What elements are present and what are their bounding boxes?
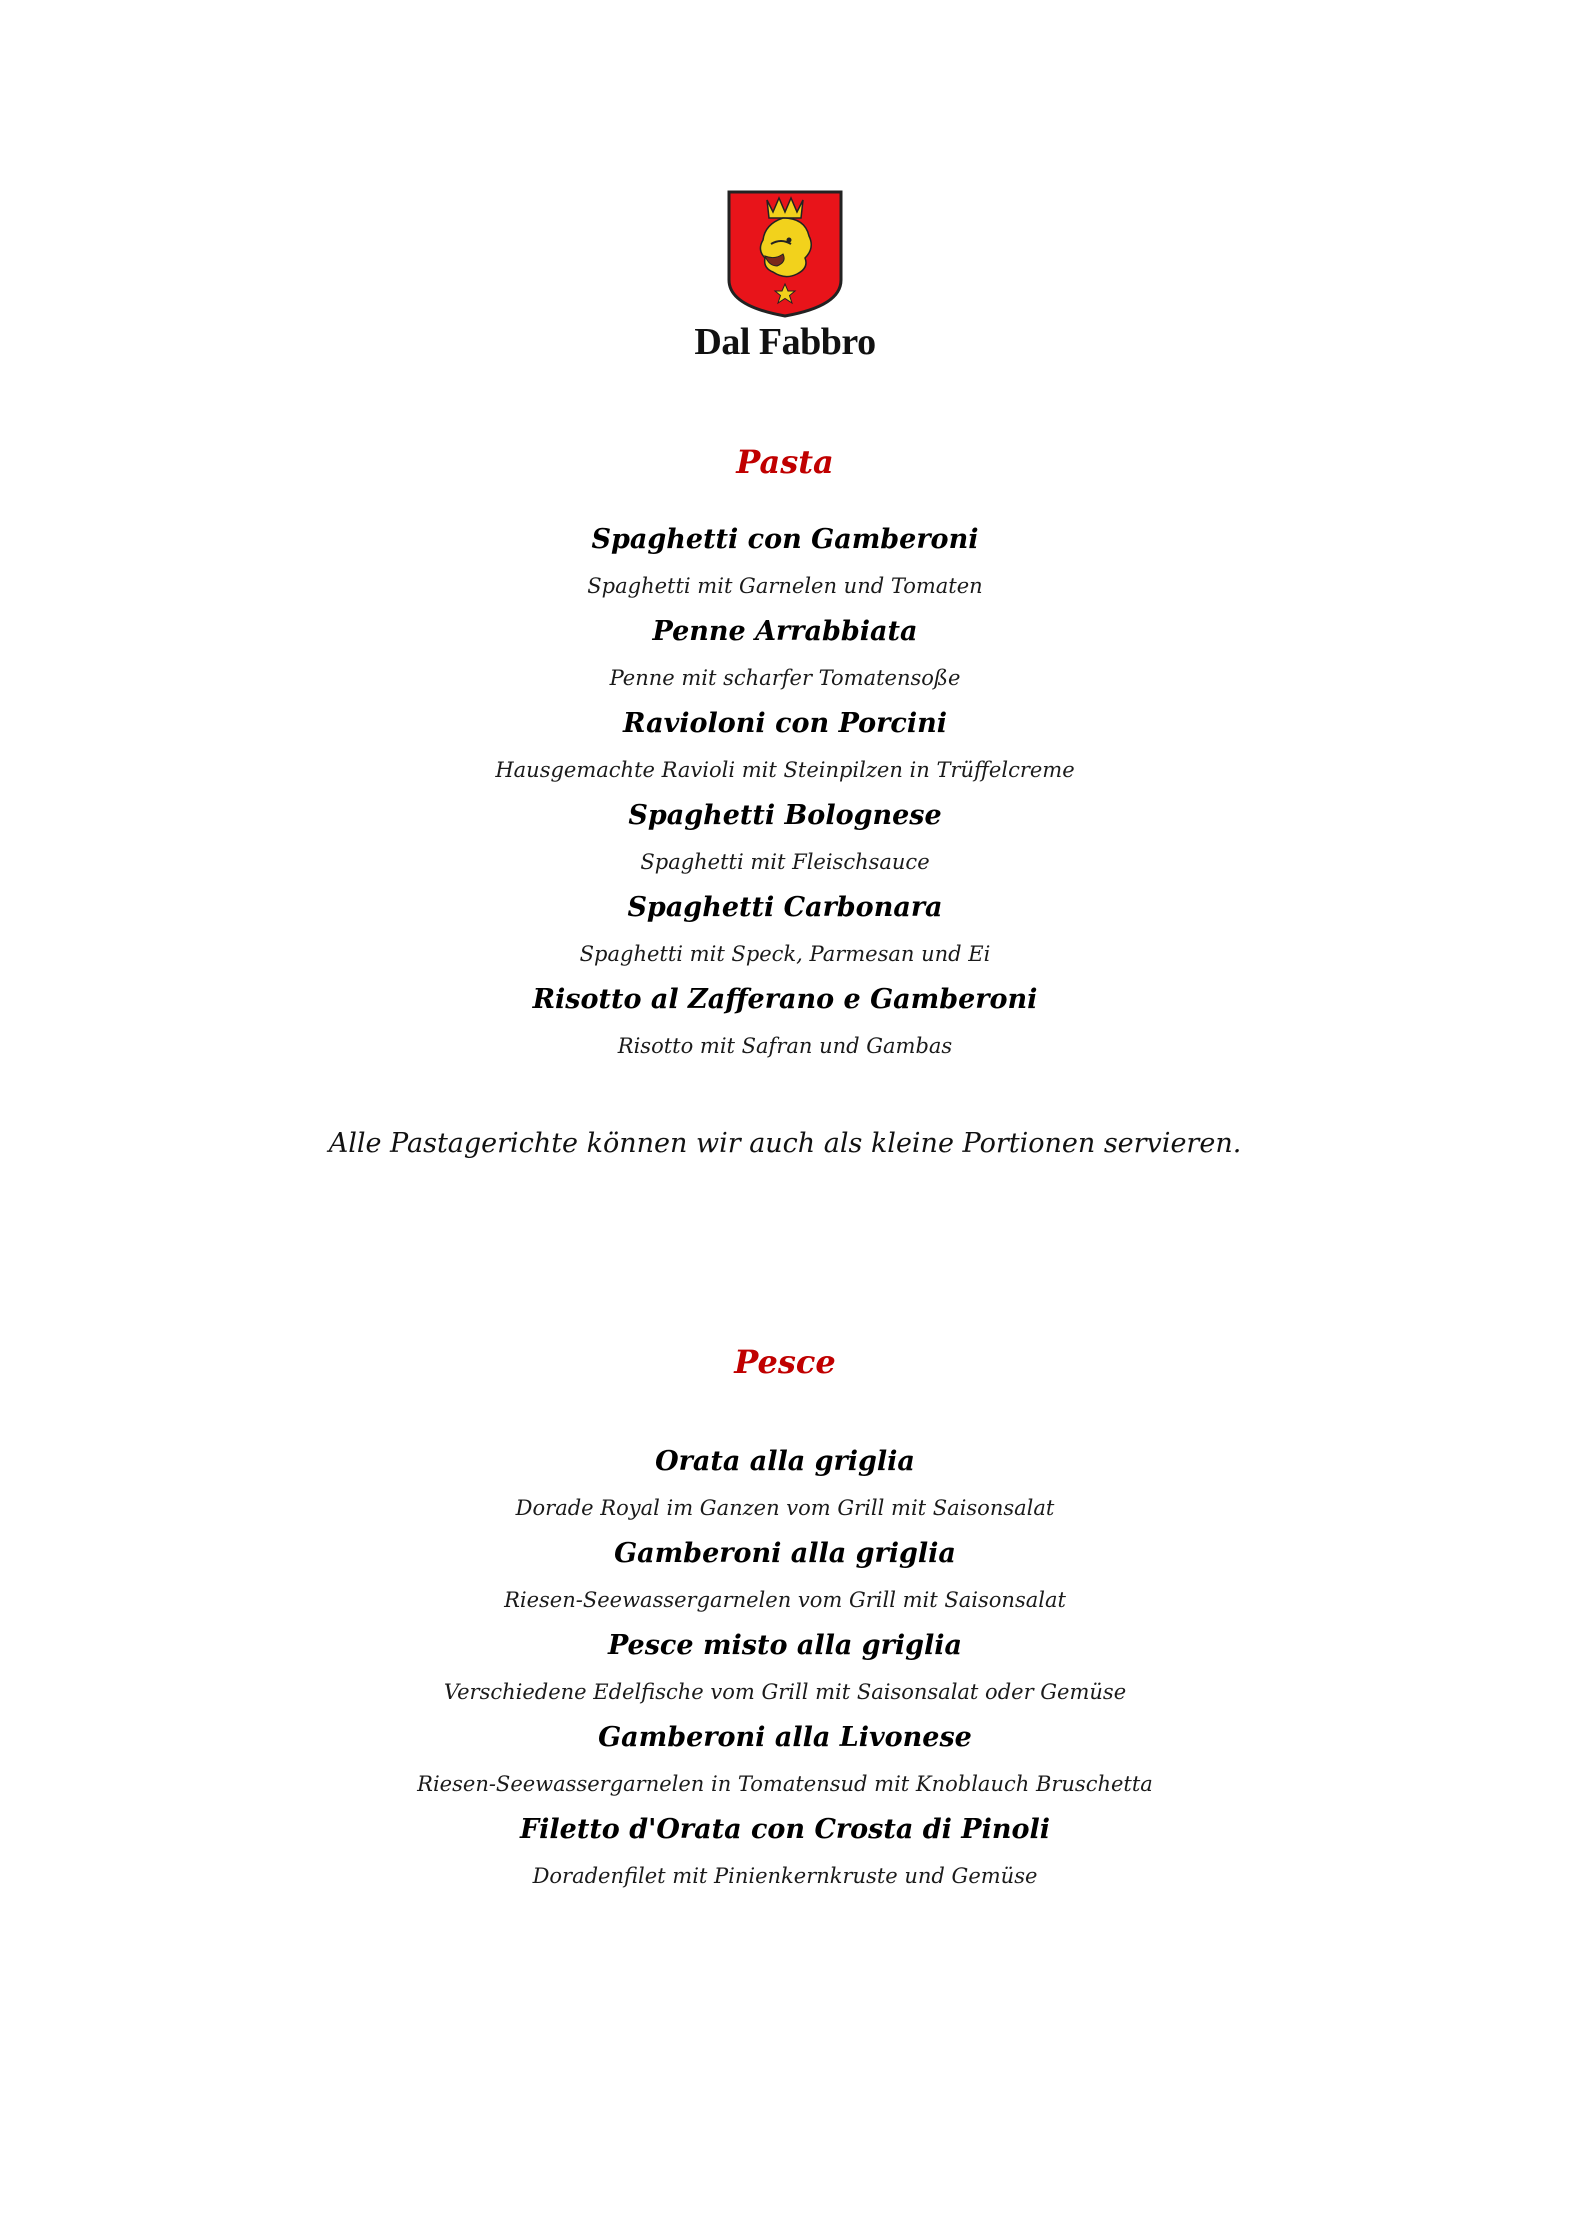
menu-item-description: Penne mit scharfer Tomatensoße [609, 666, 961, 690]
menu-item-name: Ravioloni con Porcini [623, 708, 947, 739]
menu-item-name: Filetto d'Orata con Crosta di Pinoli [520, 1814, 1050, 1845]
pasta-portion-note: Alle Pastagerichte können wir auch als kleine Portionen servieren. [328, 1128, 1242, 1159]
restaurant-logo [0, 188, 1570, 364]
pasta-note-block [0, 1124, 1570, 1164]
menu-item-name: Risotto al Zafferano e Gamberoni [532, 984, 1038, 1015]
pasta-section [0, 442, 1570, 1070]
menu-item-description: Spaghetti mit Garnelen und Tomaten [587, 574, 983, 598]
menu-item-name: Gamberoni alla griglia [614, 1538, 956, 1569]
section-title-pesce: Pesce [734, 1343, 836, 1381]
menu-item-description: Spaghetti mit Fleischsauce [640, 850, 930, 874]
crest-icon [725, 188, 845, 318]
menu-item-description: Spaghetti mit Speck, Parmesan und Ei [579, 942, 991, 966]
restaurant-name: Dal Fabbro [694, 321, 876, 363]
pesce-section [0, 1342, 1570, 1900]
menu-item-description: Dorade Royal im Ganzen vom Grill mit Saisonsalat [515, 1496, 1055, 1520]
menu-item-description: Doradenfilet mit Pinienkernkruste und Gemüse [532, 1864, 1038, 1888]
menu-item-description: Riesen-Seewassergarnelen in Tomatensud mit Knoblauch Bruschetta [417, 1772, 1153, 1796]
menu-item-description: Hausgemachte Ravioli mit Steinpilzen in Trüffelcreme [495, 758, 1075, 782]
pasta-item-list [0, 518, 1570, 1070]
menu-item-name: Penne Arrabbiata [652, 616, 918, 647]
menu-item-name: Pesce misto alla griglia [607, 1630, 963, 1661]
menu-item-description: Riesen-Seewassergarnelen vom Grill mit Saisonsalat [504, 1588, 1066, 1612]
menu-item-name: Orata alla griglia [655, 1446, 915, 1477]
menu-item-description: Verschiedene Edelfische vom Grill mit Saisonsalat oder Gemüse [443, 1680, 1127, 1704]
menu-item-name: Spaghetti Bolognese [628, 800, 942, 831]
menu-item-description: Risotto mit Safran und Gambas [617, 1034, 953, 1058]
pesce-item-list [0, 1440, 1570, 1900]
menu-item-name: Gamberoni alla Livonese [598, 1722, 972, 1753]
menu-item-name: Spaghetti con Gamberoni [591, 524, 979, 555]
menu-item-name: Spaghetti Carbonara [627, 892, 943, 923]
section-title-pasta: Pasta [736, 443, 834, 481]
